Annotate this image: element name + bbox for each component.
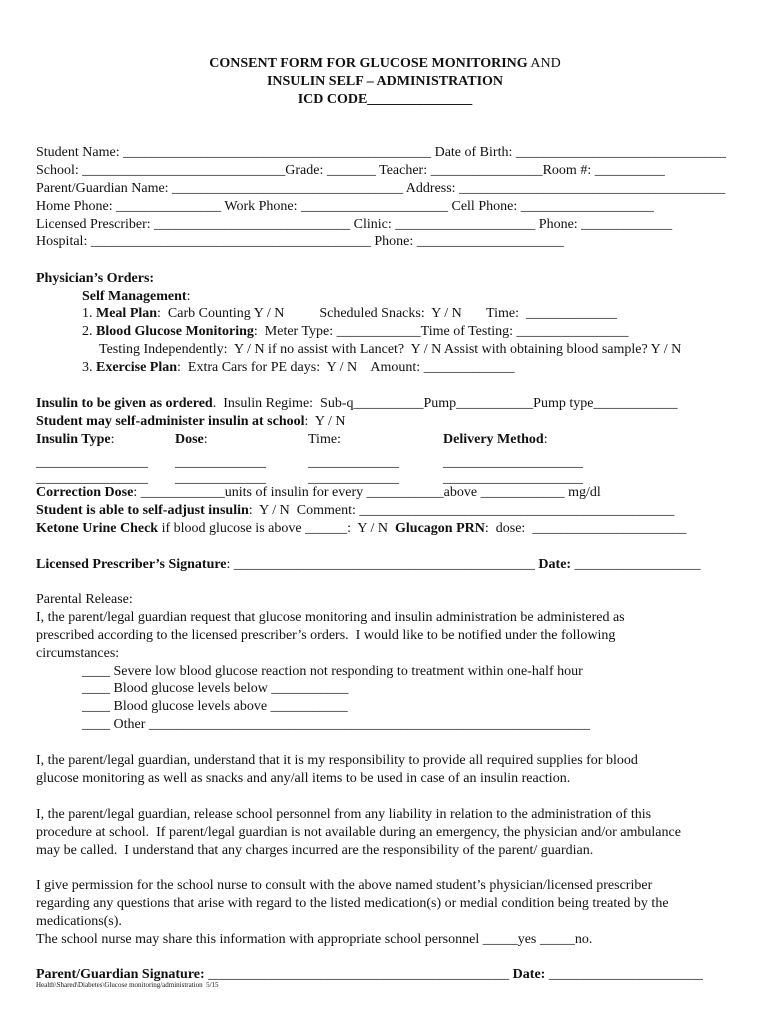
self-administer-row[interactable] (36, 413, 345, 431)
dose-blank-2[interactable]: _____________ (175, 471, 266, 486)
release-intro-line-1: I, the parent/legal guardian request that glucose monitoring and insulin administration be administered as (36, 610, 625, 625)
exercise-plan-fields[interactable]: : Extra Cars for PE days: Y / N Amount: _____________ (177, 360, 515, 375)
dose-colon: : (203, 432, 208, 447)
delivery-method-blank-1[interactable]: ____________________ (443, 455, 583, 470)
self-management-colon: : (186, 289, 191, 304)
exercise-plan-row[interactable] (82, 359, 515, 377)
insulin-regime-fields[interactable]: . Insulin Regime: Sub-q__________Pump___________Pump type____________ (212, 396, 678, 411)
exercise-plan-label: Exercise Plan (96, 360, 178, 375)
permission-line-2: regarding any questions that arise with regard to the listed medication(s) or medial condition being treated by the (36, 896, 669, 911)
notify-option-other[interactable]: ____ Other _______________________________________________________________ (82, 717, 590, 732)
phone-row[interactable]: Home Phone: _______________ Work Phone: _____________________ Cell Phone: ___________________ (36, 199, 654, 214)
prescriber-date-label: Date: (538, 557, 575, 572)
physician-orders-heading: Physician’s Orders: (36, 271, 155, 286)
permission-line-1: I give permission for the school nurse to consult with the above named student’s physician/licensed prescriber (36, 878, 653, 893)
insulin-type-colon: : (110, 432, 115, 447)
correction-dose-fields[interactable]: : ____________units of insulin for every ___________above ____________ mg/dl (133, 485, 601, 500)
form-title-line-2: INSULIN SELF – ADMINISTRATION (266, 74, 504, 89)
dose-label: Dose (175, 432, 204, 447)
insulin-regime-label: Insulin to be given as ordered (36, 396, 213, 411)
correction-dose-row[interactable] (36, 484, 601, 502)
testing-independently-row[interactable]: Testing Independently: Y / N if no assist with Lancet? Y / N Assist with obtaining blood sample? Y / N (99, 342, 682, 357)
self-adjust-fields[interactable]: : Y / N Comment: _____________________________________________ (248, 503, 675, 518)
insulin-type-header (36, 431, 114, 449)
time-header: Time: (308, 432, 341, 447)
form-title-line-1 (0, 55, 770, 73)
correction-dose-label: Correction Dose (36, 485, 134, 500)
icd-code-field[interactable]: ICD CODE_______________ (297, 92, 473, 107)
licensed-prescriber-row[interactable]: Licensed Prescriber: ____________________________ Clinic: ____________________ Phone: _____________ (36, 217, 673, 232)
supplies-line-2: glucose monitoring as well as snacks and any/all items to be used in case of an insulin reaction. (36, 771, 571, 786)
delivery-method-colon: : (543, 432, 548, 447)
meal-plan-row[interactable] (82, 305, 617, 323)
parental-release-heading: Parental Release: (36, 592, 133, 607)
blood-glucose-monitoring-row[interactable] (82, 323, 629, 341)
insulin-type-blank-1[interactable]: ________________ (36, 455, 148, 470)
dose-blank-1[interactable]: _____________ (175, 455, 266, 470)
dose-header (175, 431, 208, 449)
bg-monitoring-label: Blood Glucose Monitoring (96, 324, 254, 339)
parent-date-line[interactable]: ______________________ (545, 967, 703, 982)
liability-line-3: may be called. I understand that any charges incurred are the responsibility of the parent/ guardian. (36, 843, 594, 858)
self-adjust-row[interactable] (36, 502, 674, 520)
prescriber-date-line[interactable]: __________________ (574, 557, 701, 572)
form-title-and: AND (527, 56, 561, 71)
share-info-consent-row[interactable]: The school nurse may share this information with appropriate school personnel _____yes _____no. (36, 932, 593, 947)
hospital-row[interactable]: Hospital: ________________________________________ Phone: _____________________ (36, 234, 564, 249)
student-name-row[interactable]: Student Name: ____________________________________________ Date of Birth: ______________________________ (36, 145, 726, 160)
permission-line-3: medications(s). (36, 914, 122, 929)
prescriber-signature-label: Licensed Prescriber’s Signature (36, 557, 227, 572)
parent-signature-label: Parent/Guardian Signature: (36, 967, 205, 982)
insulin-type-blank-2[interactable]: ________________ (36, 471, 148, 486)
self-administer-choice[interactable]: : Y / N (304, 414, 346, 429)
delivery-method-blank-2[interactable]: ____________________ (443, 471, 583, 486)
meal-plan-label: Meal Plan (96, 306, 158, 321)
ketone-label: Ketone Urine Check (36, 521, 159, 536)
form-title-bold: CONSENT FORM FOR GLUCOSE MONITORING (209, 56, 528, 71)
notify-option-severe-low[interactable]: ____ Severe low blood glucose reaction not responding to treatment within one-half hour (82, 664, 583, 679)
self-adjust-label: Student is able to self-adjust insulin (36, 503, 249, 518)
glucagon-label: Glucagon PRN (395, 521, 485, 536)
time-blank-2[interactable]: _____________ (308, 471, 399, 486)
self-management-heading (82, 288, 190, 306)
meal-plan-number: 1. (82, 306, 96, 321)
bg-monitoring-number: 2. (82, 324, 96, 339)
school-row[interactable]: School: _____________________________Grade: _______ Teacher: ________________Room #: __________ (36, 163, 665, 178)
self-management-label: Self Management (82, 289, 187, 304)
self-administer-label: Student may self-administer insulin at school (36, 414, 305, 429)
time-blank-1[interactable]: _____________ (308, 455, 399, 470)
prescriber-signature-row[interactable] (36, 556, 701, 574)
delivery-method-label: Delivery Method (443, 432, 544, 447)
parent-guardian-row[interactable]: Parent/Guardian Name: _________________________________ Address: ______________________________________ (36, 181, 726, 196)
glucagon-fields[interactable]: : dose: ______________________ (484, 521, 687, 536)
notify-option-above[interactable]: ____ Blood glucose levels above ___________ (82, 699, 348, 714)
parent-signature-line[interactable]: ___________________________________________ (204, 967, 513, 982)
liability-line-1: I, the parent/legal guardian, release school personnel from any liability in relation to the administration of this (36, 807, 652, 822)
ketone-fields[interactable]: if blood glucose is above ______: Y / N (158, 521, 396, 536)
supplies-line-1: I, the parent/legal guardian, understand that it is my responsibility to provide all required supplies for blood (36, 753, 638, 768)
notify-option-below[interactable]: ____ Blood glucose levels below ___________ (82, 681, 349, 696)
exercise-plan-number: 3. (82, 360, 96, 375)
meal-plan-fields[interactable]: : Carb Counting Y / N Scheduled Snacks: Y / N Time: _____________ (157, 306, 617, 321)
bg-monitoring-fields[interactable]: : Meter Type: ____________Time of Testing: ________________ (253, 324, 629, 339)
release-intro-line-2: prescribed according to the licensed prescriber’s orders. I would like to be notified under the following (36, 628, 616, 643)
insulin-type-label: Insulin Type (36, 432, 111, 447)
prescriber-signature-line[interactable]: : ___________________________________________ (226, 557, 539, 572)
ketone-glucagon-row[interactable] (36, 520, 686, 538)
parent-date-label: Date: (512, 967, 546, 982)
delivery-method-header (443, 431, 548, 449)
insulin-regime-row[interactable] (36, 395, 677, 413)
release-intro-line-3: circumstances: (36, 646, 120, 661)
liability-line-2: procedure at school. If parent/legal guardian is not available during an emergency, the physician and/or ambulance (36, 825, 681, 840)
document-footer-path: Health\Shared\Diabetes\Glucose monitoring/administration 5/15 (36, 981, 219, 989)
